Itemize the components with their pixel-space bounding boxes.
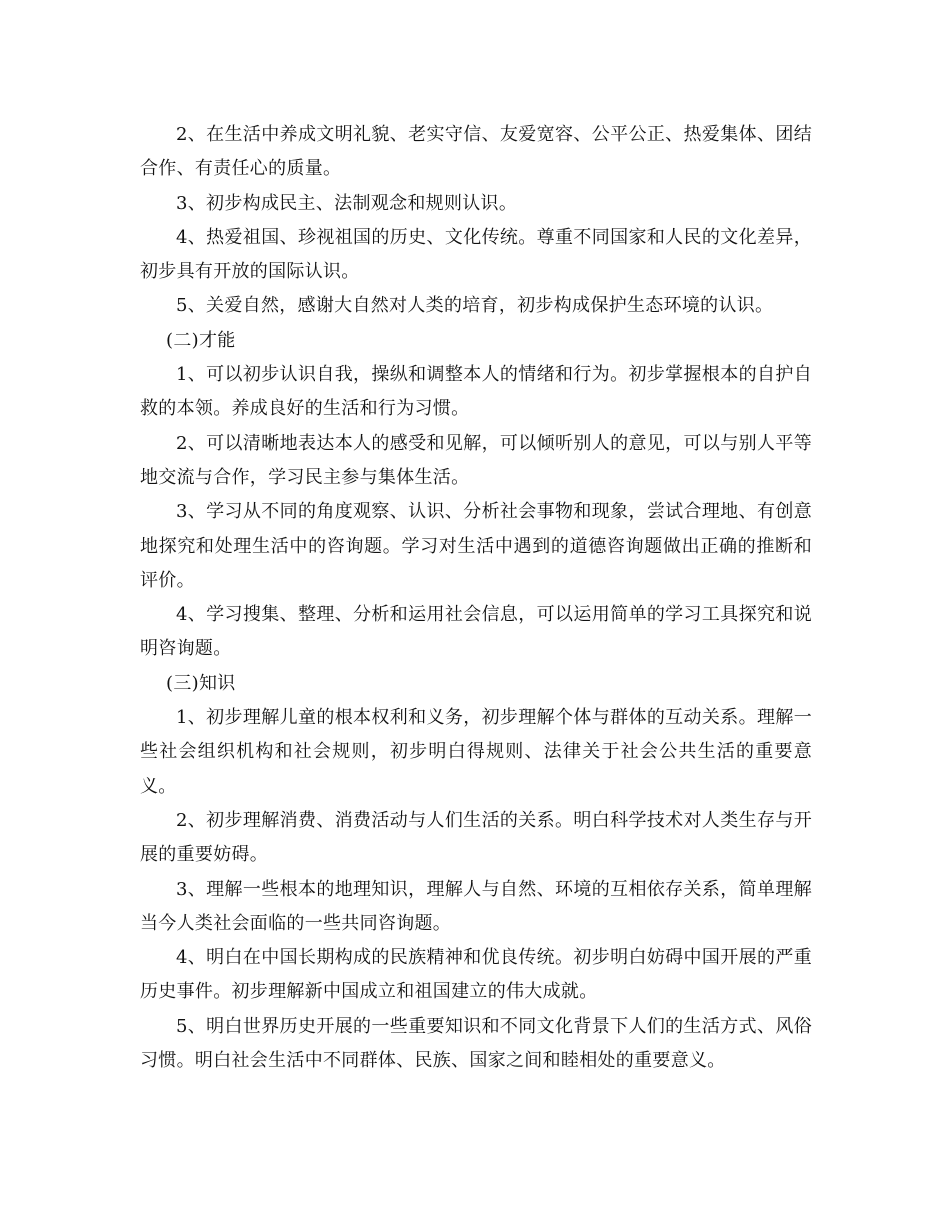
paragraph: 4、热爱祖国、珍视祖国的历史、文化传统。尊重不同国家和人民的文化差异，初步具有开放的国际认识。: [140, 226, 812, 283]
paragraph: 2、初步理解消费、消费活动与人们生活的关系。明白科学技术对人类生存与开展的重要妨碍。: [140, 809, 812, 866]
document-page: [140, 118, 812, 1078]
paragraph: 2、在生活中养成文明礼貌、老实守信、友爱宽容、公平公正、热爱集体、团结合作、有责任心的质量。: [140, 124, 812, 180]
paragraph: 1、初步理解儿童的根本权利和义务，初步理解个体与群体的互动关系。理解一些社会组织机构和社会规则，初步明白得规则、法律关于社会公共生活的重要意义。: [140, 707, 812, 797]
paragraph: 4、明白在中国长期构成的民族精神和优良传统。初步明白妨碍中国开展的严重历史事件。初步理解新中国成立和祖国建立的伟大成就。: [140, 947, 812, 1003]
paragraph: 3、学习从不同的角度观察、认识、分析社会事物和现象，尝试合理地、有创意地探究和处理生活中的咨询题。学习对生活中遇到的道德咨询题做出正确的推断和评价。: [140, 501, 812, 591]
paragraph: 1、可以初步认识自我，操纵和调整本人的情绪和行为。初步掌握根本的自护自救的本领。养成良好的生活和行为习惯。: [140, 364, 812, 420]
paragraph: 2、可以清晰地表达本人的感受和见解，可以倾听别人的意见，可以与别人平等地交流与合作，学习民主参与集体生活。: [140, 432, 812, 488]
paragraph: 4、学习搜集、整理、分析和运用社会信息，可以运用简单的学习工具探究和说明咨询题。: [140, 604, 812, 660]
paragraph: 5、明白世界历史开展的一些重要知识和不同文化背景下人们的生活方式、风俗习惯。明白社会生活中不同群体、民族、国家之间和睦相处的重要意义。: [140, 1015, 812, 1072]
paragraph: 5、关爱自然，感谢大自然对人类的培育，初步构成保护生态环境的认识。: [176, 295, 774, 317]
paragraph: 3、初步构成民主、法制观念和规则认识。: [176, 192, 518, 214]
section-heading: (二)才能: [166, 329, 236, 351]
paragraph: 3、理解一些根本的地理知识，理解人与自然、环境的互相依存关系，简单理解当今人类社会面临的一些共同咨询题。: [140, 878, 812, 934]
section-heading: (三)知识: [166, 672, 236, 694]
